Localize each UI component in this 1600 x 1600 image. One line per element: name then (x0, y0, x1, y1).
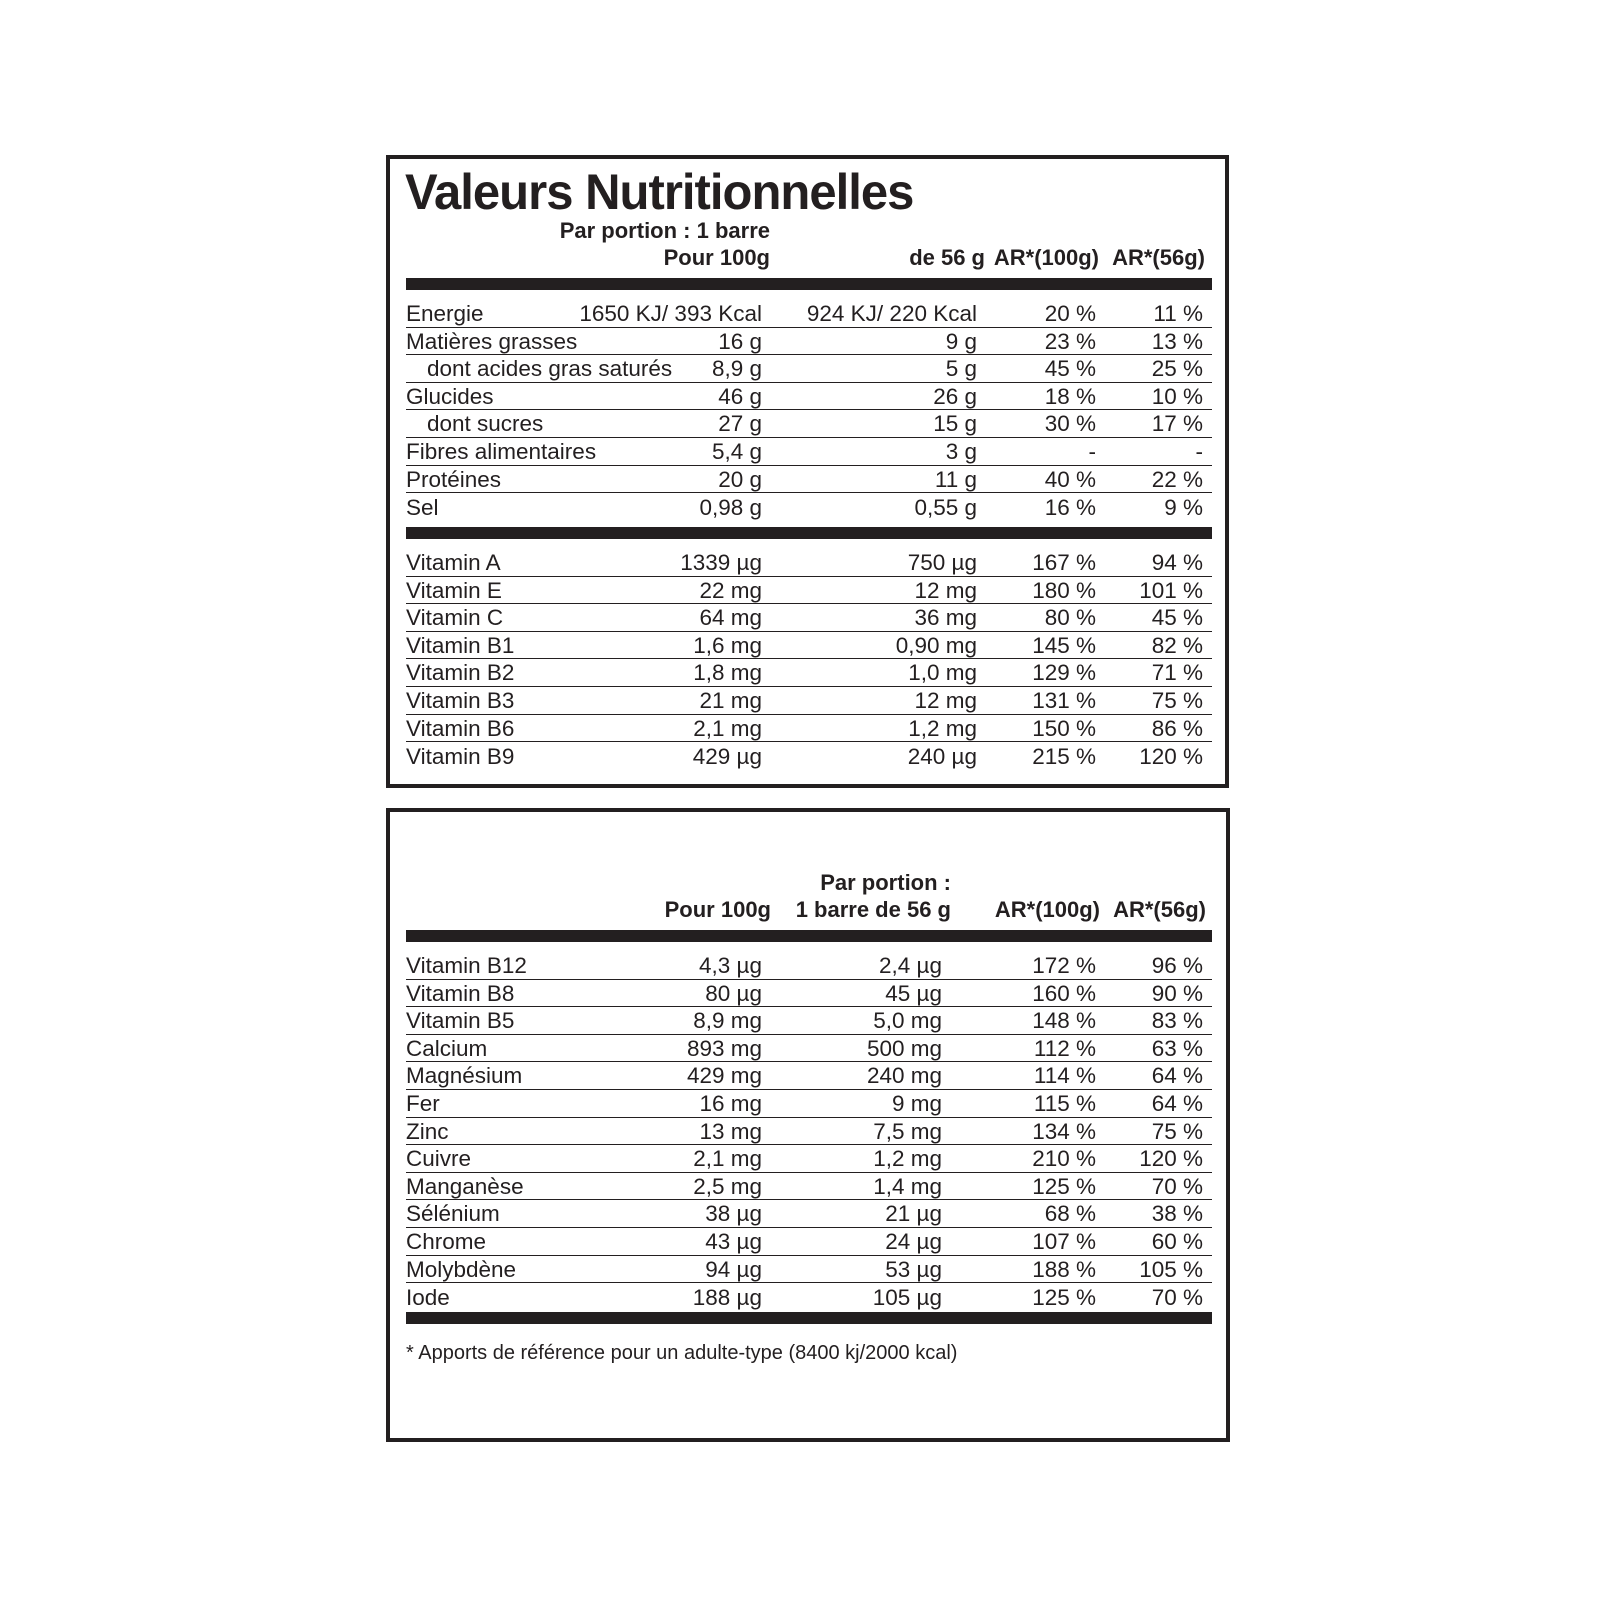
table-row (406, 1035, 1212, 1063)
minerals-list (406, 952, 1212, 1311)
ar-100g: 68 % (1044, 1201, 1096, 1227)
ar-100g: 114 % (1033, 1063, 1096, 1089)
nutrition-table-minerals (386, 808, 1230, 1442)
nutrient-name: Energie (406, 301, 484, 327)
nutrient-name: Fer (406, 1091, 440, 1117)
ar-100g: 215 % (1032, 744, 1096, 770)
nutrient-name: Sel (406, 495, 439, 521)
table-row (406, 328, 1212, 356)
value-per-100g: 27 g (718, 411, 762, 437)
nutrient-name: Molybdène (406, 1256, 517, 1282)
ar-56g: 22 % (1151, 466, 1203, 492)
value-per-100g: 16 g (718, 328, 762, 354)
table-row (406, 1173, 1212, 1201)
header-portion-line1: Par portion : 1 barre (559, 218, 770, 243)
value-per-portion: 5 g (945, 356, 977, 382)
ar-100g: 210 % (1032, 1146, 1096, 1172)
value-per-portion: 240 mg (866, 1063, 942, 1089)
table-row (406, 1256, 1212, 1284)
header-portion-line2: de 56 g (909, 245, 985, 270)
value-per-portion: 1,2 mg (908, 715, 977, 741)
ar-56g: 82 % (1151, 632, 1203, 658)
header-per100: Pour 100g (663, 245, 770, 270)
value-per-100g: 2,5 mg (693, 1173, 762, 1199)
value-per-portion: 36 mg (914, 605, 977, 631)
value-per-portion: 12 mg (914, 577, 977, 603)
nutrient-name: Chrome (406, 1229, 487, 1255)
nutrient-name: Glucides (406, 383, 494, 409)
ar-56g: 13 % (1151, 328, 1203, 354)
value-per-100g: 188 µg (692, 1285, 762, 1311)
ar-56g: 17 % (1151, 411, 1203, 437)
table-row (406, 687, 1212, 715)
ar-100g: 145 % (1032, 632, 1096, 658)
value-per-portion: 9 mg (891, 1091, 942, 1117)
ar-56g: 60 % (1151, 1229, 1203, 1255)
table-row (406, 1007, 1212, 1035)
header-per100: Pour 100g (664, 897, 771, 922)
value-per-100g: 1,6 mg (693, 632, 762, 658)
value-per-100g: 21 mg (699, 688, 762, 714)
ar-100g: 115 % (1033, 1091, 1096, 1117)
nutrient-name: Protéines (406, 466, 502, 492)
table-row (406, 742, 1212, 770)
ar-100g: 80 % (1044, 605, 1096, 631)
ar-56g: 9 % (1164, 495, 1203, 521)
nutrient-name: Magnésium (406, 1063, 523, 1089)
nutrient-name: Sélénium (406, 1201, 500, 1227)
table-row (406, 383, 1212, 411)
table-row (406, 659, 1212, 687)
value-per-100g: 2,1 mg (693, 1146, 762, 1172)
value-per-100g: 2,1 mg (693, 715, 762, 741)
ar-56g: 83 % (1151, 1008, 1203, 1034)
nutrition-table-main (386, 155, 1229, 788)
value-per-100g: 1,8 mg (693, 660, 762, 686)
value-per-portion: 500 mg (866, 1035, 942, 1061)
value-per-portion: 0,90 mg (895, 632, 977, 658)
ar-56g: 120 % (1139, 744, 1203, 770)
ar-56g: 10 % (1151, 383, 1203, 409)
value-per-100g: 64 mg (699, 605, 762, 631)
ar-100g: 125 % (1032, 1173, 1096, 1199)
ar-56g: 70 % (1151, 1285, 1203, 1311)
ar-56g: 70 % (1151, 1173, 1203, 1199)
header-ar100: AR*(100g) (993, 245, 1099, 270)
value-per-100g: 38 µg (705, 1201, 762, 1227)
table-row (406, 1200, 1212, 1228)
value-per-portion: 5,0 mg (873, 1008, 942, 1034)
value-per-100g: 5,4 g (711, 439, 762, 465)
value-per-100g: 20 g (718, 466, 762, 492)
value-per-100g: 8,9 mg (693, 1008, 762, 1034)
table-row (406, 1228, 1212, 1256)
value-per-100g: 80 µg (705, 980, 762, 1006)
ar-56g: 25 % (1151, 356, 1203, 382)
nutrient-name: Manganèse (406, 1173, 524, 1199)
nutrient-name: Matières grasses (406, 328, 578, 354)
header-ar100: AR*(100g) (994, 897, 1100, 922)
ar-100g: 107 % (1032, 1229, 1096, 1255)
ar-56g: 63 % (1151, 1035, 1203, 1061)
value-per-100g: 429 µg (692, 744, 762, 770)
ar-56g: 64 % (1151, 1091, 1203, 1117)
value-per-100g: 16 mg (699, 1091, 762, 1117)
value-per-100g: 1650 KJ/ 393 Kcal (579, 301, 762, 327)
table-row (406, 549, 1212, 577)
ar-100g: 172 % (1032, 953, 1096, 979)
table-row (406, 632, 1212, 660)
nutrient-name: Vitamin B5 (406, 1008, 515, 1034)
ar-100g: 167 % (1032, 550, 1096, 576)
footnote: * Apports de référence pour un adulte-type (8400 kj/2000 kcal) (406, 1342, 958, 1364)
nutrient-name: Vitamin A (406, 550, 501, 576)
nutrient-name: Vitamin B3 (406, 688, 515, 714)
value-per-portion: 105 µg (872, 1285, 942, 1311)
header-portion-line2: 1 barre de 56 g (795, 897, 951, 922)
nutrient-name: Zinc (406, 1118, 449, 1144)
ar-56g: 101 % (1139, 577, 1203, 603)
table-row (406, 604, 1212, 632)
value-per-portion: 15 g (933, 411, 977, 437)
nutrient-name: Cuivre (406, 1146, 472, 1172)
value-per-portion: 924 KJ/ 220 Kcal (806, 301, 977, 327)
table-row (406, 410, 1212, 438)
value-per-100g: 43 µg (705, 1229, 762, 1255)
value-per-100g: 46 g (718, 383, 762, 409)
value-per-portion: 0,55 g (914, 495, 977, 521)
value-per-100g: 94 µg (705, 1256, 762, 1282)
ar-56g: 75 % (1151, 688, 1203, 714)
table-row (406, 1118, 1212, 1146)
ar-100g: 160 % (1032, 980, 1096, 1006)
vitamins-list (406, 549, 1212, 770)
nutrient-name: Vitamin E (406, 577, 502, 603)
header-portion-line1: Par portion : (820, 870, 951, 895)
value-per-100g: 0,98 g (699, 495, 762, 521)
ar-56g: 94 % (1151, 550, 1203, 576)
value-per-portion: 24 µg (885, 1229, 942, 1255)
table-title: Valeurs Nutritionnelles (405, 164, 914, 220)
nutrient-name: dont acides gras saturés (427, 356, 673, 382)
ar-100g: 134 % (1032, 1118, 1096, 1144)
table-row (406, 438, 1212, 466)
nutrient-name: Fibres alimentaires (406, 439, 597, 465)
value-per-100g: 22 mg (699, 577, 762, 603)
ar-56g: 11 % (1153, 301, 1203, 327)
section-rule (406, 527, 1212, 539)
ar-56g: 45 % (1151, 605, 1203, 631)
nutrient-name: Vitamin B2 (406, 660, 515, 686)
table-row (406, 466, 1212, 494)
header-rule (406, 930, 1212, 942)
nutrient-name: Vitamin B6 (406, 715, 515, 741)
value-per-portion: 2,4 µg (878, 953, 942, 979)
value-per-portion: 21 µg (885, 1201, 942, 1227)
header-ar56: AR*(56g) (1112, 245, 1205, 270)
value-per-portion: 7,5 mg (873, 1118, 942, 1144)
ar-56g: 96 % (1151, 953, 1203, 979)
value-per-portion: 1,4 mg (873, 1173, 942, 1199)
table-row (406, 1062, 1212, 1090)
value-per-100g: 13 mg (699, 1118, 762, 1144)
ar-100g: 23 % (1044, 328, 1096, 354)
table-row (406, 1090, 1212, 1118)
ar-100g: 150 % (1032, 715, 1096, 741)
ar-100g: 180 % (1032, 577, 1096, 603)
ar-100g: - (1088, 439, 1096, 465)
nutrient-name: Calcium (406, 1035, 488, 1061)
nutrient-name: Vitamin B12 (406, 953, 527, 979)
ar-100g: 40 % (1044, 466, 1096, 492)
table-row (406, 577, 1212, 605)
ar-56g: - (1195, 439, 1203, 465)
value-per-portion: 3 g (945, 439, 977, 465)
ar-56g: 90 % (1151, 980, 1203, 1006)
table-row (406, 1145, 1212, 1173)
ar-100g: 20 % (1044, 301, 1096, 327)
value-per-100g: 893 mg (686, 1035, 762, 1061)
ar-56g: 38 % (1151, 1201, 1203, 1227)
nutrient-name: Vitamin B9 (406, 744, 515, 770)
header-rule (406, 278, 1212, 290)
ar-100g: 112 % (1033, 1035, 1096, 1061)
footer-rule (406, 1312, 1212, 1324)
ar-56g: 75 % (1151, 1118, 1203, 1144)
value-per-100g: 1339 µg (680, 550, 762, 576)
ar-100g: 45 % (1044, 356, 1096, 382)
nutrient-name: Vitamin C (406, 605, 504, 631)
ar-100g: 148 % (1032, 1008, 1096, 1034)
nutrient-name: Vitamin B8 (406, 980, 515, 1006)
value-per-portion: 12 mg (914, 688, 977, 714)
value-per-portion: 240 µg (907, 744, 977, 770)
nutrient-name: Iode (406, 1285, 450, 1311)
ar-56g: 71 % (1151, 660, 1203, 686)
nutrient-name: dont sucres (427, 411, 544, 437)
table-row (406, 300, 1212, 328)
table-row (406, 715, 1212, 743)
header-ar56: AR*(56g) (1113, 897, 1206, 922)
value-per-portion: 53 µg (885, 1256, 942, 1282)
value-per-portion: 9 g (945, 328, 977, 354)
ar-100g: 131 % (1032, 688, 1096, 714)
ar-56g: 105 % (1139, 1256, 1203, 1282)
table-row (406, 980, 1212, 1008)
value-per-100g: 429 mg (686, 1063, 762, 1089)
table-row (406, 1283, 1212, 1311)
ar-100g: 125 % (1032, 1285, 1096, 1311)
ar-56g: 64 % (1151, 1063, 1203, 1089)
ar-100g: 18 % (1044, 383, 1096, 409)
value-per-portion: 11 g (934, 466, 977, 492)
table-row (406, 493, 1212, 521)
nutrients-list (406, 300, 1212, 521)
value-per-portion: 1,0 mg (908, 660, 977, 686)
ar-56g: 86 % (1151, 715, 1203, 741)
ar-56g: 120 % (1139, 1146, 1203, 1172)
value-per-portion: 26 g (933, 383, 977, 409)
value-per-portion: 45 µg (885, 980, 942, 1006)
nutrient-name: Vitamin B1 (406, 632, 515, 658)
value-per-100g: 4,3 µg (698, 953, 762, 979)
ar-100g: 129 % (1032, 660, 1096, 686)
table-row (406, 952, 1212, 980)
table-row (406, 355, 1212, 383)
ar-100g: 188 % (1032, 1256, 1096, 1282)
ar-100g: 30 % (1044, 411, 1096, 437)
value-per-100g: 8,9 g (711, 356, 762, 382)
value-per-portion: 1,2 mg (873, 1146, 942, 1172)
ar-100g: 16 % (1044, 495, 1096, 521)
value-per-portion: 750 µg (907, 550, 977, 576)
